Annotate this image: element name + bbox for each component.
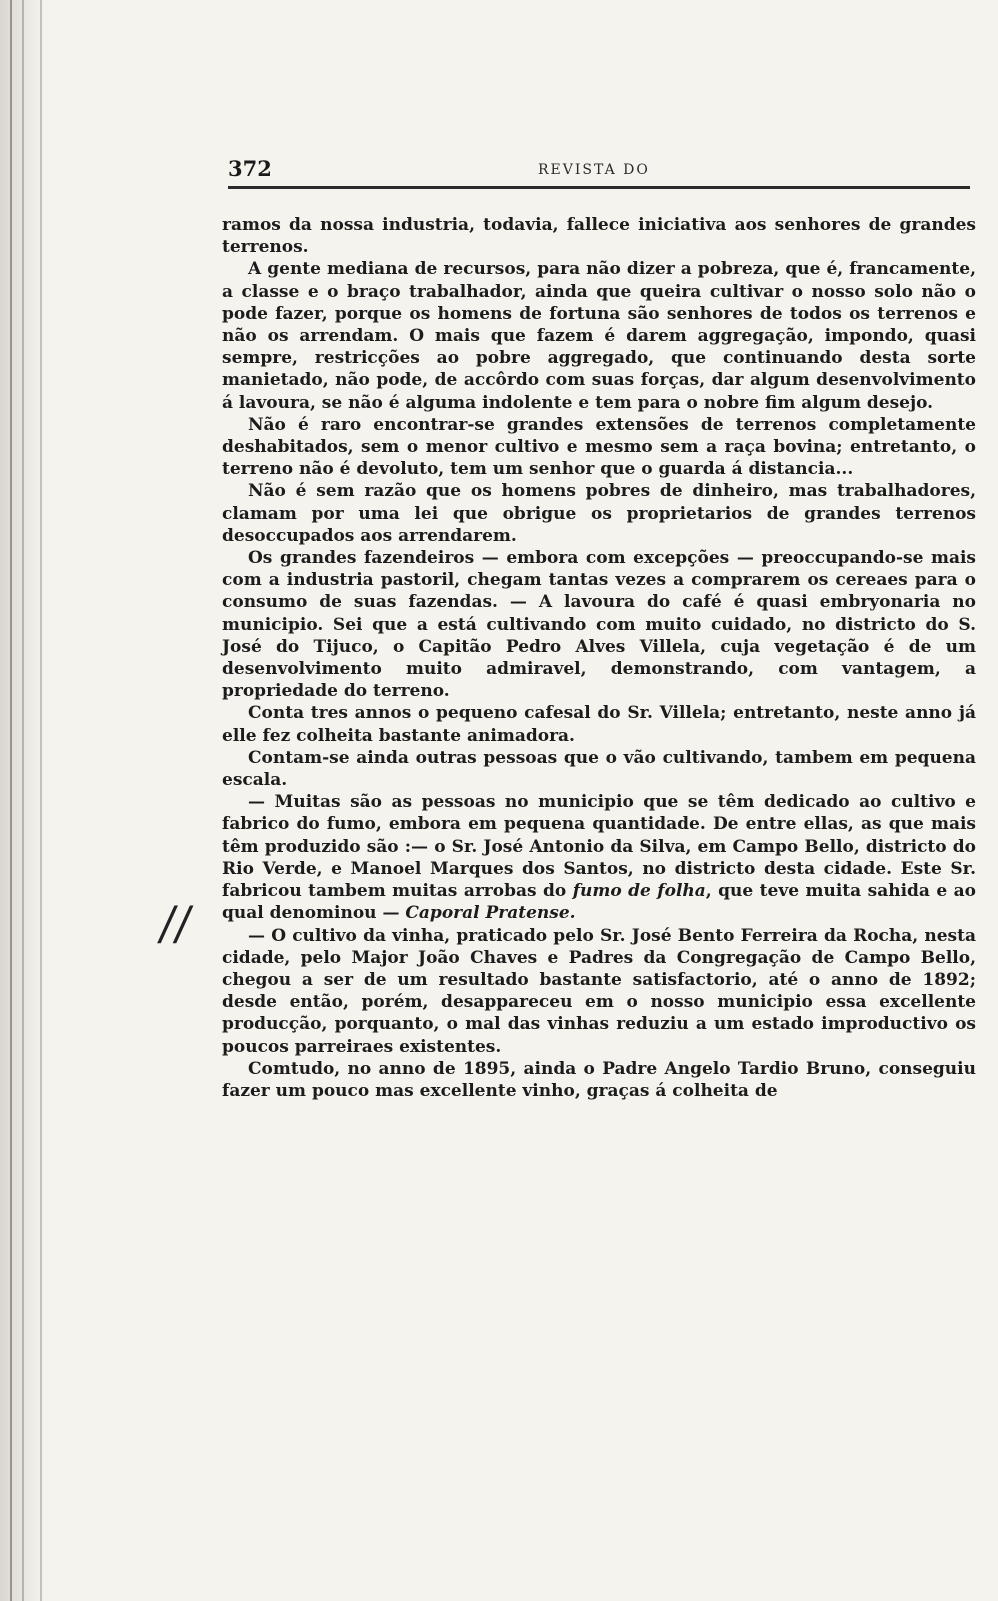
paragraph: A gente mediana de recursos, para não dizer a pobreza, que é, francamente, a classe e o braço trabalhador, ainda que queira cultivar o nosso solo não o pode fazer, porque os homens de fortuna são senhores de todos os terrenos e não os arrendam. O mais que fazem é darem aggregação, impondo, quasi sempre, restricções ao pobre aggregado, que continuando desta sorte manietado, não pode, de accôrdo com suas forças, dar algum desenvolvimento á lavoura, se não é alguma indolente e tem para o nobre fim algum desejo.: [222, 259, 976, 413]
italic-term: Caporal Pratense.: [405, 903, 576, 924]
paragraph-text: — Muitas são as pessoas no municipio que se têm dedicado ao cultivo e fabrico do fumo, embora em pequena quantidade. De entre ellas, as que mais têm produzido são :— o Sr. José Antonio da Silva, em Campo Bello, districto do Rio Verde, e Manoel Marques dos Santos, no districto desta cidade. Este Sr. fabricou tambem muitas arrobas do: [222, 792, 976, 902]
running-head: REVISTA DO: [538, 162, 650, 178]
page-number: 372: [228, 156, 272, 181]
binding-line: [10, 0, 12, 1601]
header-rule: [228, 186, 970, 189]
paragraph-text: , que teve muita sahida e ao qual denominou —: [222, 881, 976, 924]
margin-note: //: [156, 896, 195, 950]
binding-line: [22, 0, 24, 1601]
paragraph: Conta tres annos o pequeno cafesal do Sr. Villela; entretanto, neste anno já elle fez colheita bastante animadora.: [222, 703, 976, 746]
binding-line: [40, 0, 42, 1601]
paragraph: Não é sem razão que os homens pobres de dinheiro, mas trabalhadores, clamam por uma lei que obrigue os proprietarios de grandes terrenos desoccupados aos arrendarem.: [222, 481, 976, 546]
paragraph: — O cultivo da vinha, praticado pelo Sr. José Bento Ferreira da Rocha, nesta cidade, pelo Major João Chaves e Padres da Congregação de Campo Bello, chegou a ser de um resultado bastante satisfactorio, até o anno de 1892; desde então, porém, desappareceu em o nosso municipio essa excellente producção, porquanto, o mal das vinhas reduziu a um estado improductivo os poucos parreiraes existentes.: [222, 925, 976, 1057]
italic-term: fumo de folha: [572, 881, 706, 902]
paragraph: Não é raro encontrar-se grandes extensões de terrenos completamente deshabitados, sem o menor cultivo e mesmo sem a raça bovina; entretanto, o terreno não é devoluto, tem um senhor que o guarda á distancia...: [222, 414, 976, 480]
paragraph: Comtudo, no anno de 1895, ainda o Padre Angelo Tardio Bruno, conseguiu fazer um pouco mas excellente vinho, graças á colheita de: [222, 1058, 976, 1101]
paragraph: Os grandes fazendeiros — embora com excepções — preoccupando-se mais com a industria pastoril, chegam tantas vezes a comprarem os cereaes para o consumo de suas fazendas. — A lavoura do café é quasi embryonaria no municipio. Sei que a está cultivando com muito cuidado, no districto do S. José do Tijuco, o Capitão Pedro Alves Villela, cuja vegetação é de um desenvolvimento muito admiravel, demonstrando, com vantagem, a propriedade do terreno.: [222, 548, 976, 702]
page-header: [228, 150, 970, 190]
paragraph: Contam-se ainda outras pessoas que o vão cultivando, tambem em pequena escala.: [222, 747, 976, 791]
paragraph: ramos da nossa industria, todavia, fallece iniciativa aos senhores de grandes terrenos.: [222, 215, 976, 258]
body-text: [222, 214, 976, 1102]
paragraph: [222, 791, 976, 924]
